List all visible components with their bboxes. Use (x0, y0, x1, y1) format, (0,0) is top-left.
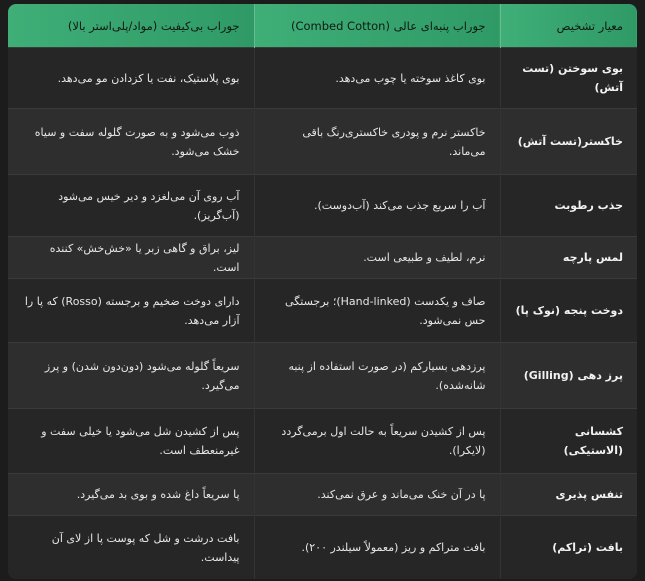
table-row (8, 48, 637, 109)
low-quality-cell: پس از کشیدن شل می‌شود یا خیلی سفت و غیرمنعطف است. (8, 409, 254, 474)
table-row (8, 237, 637, 279)
criterion-cell: پرز دهی (Gilling) (500, 343, 637, 409)
criterion-cell: کشسانی (الاستیکی) (500, 409, 637, 474)
header-quality-cotton: جوراب پنبه‌ای عالی (Combed Cotton) (254, 4, 500, 48)
low-quality-cell: دارای دوخت ضخیم و برجسته (Rosso) که پا را آزار می‌دهد. (8, 279, 254, 343)
quality-cell: نرم، لطیف و طبیعی است. (254, 237, 500, 279)
quality-cell: پس از کشیدن سریعاً به حالت اول برمی‌گردد (لایکرا). (254, 409, 500, 474)
criterion-cell: جذب رطوبت (500, 175, 637, 237)
quality-cell: پا در آن خنک می‌ماند و عرق نمی‌کند. (254, 474, 500, 516)
comparison-table (8, 4, 637, 579)
low-quality-cell: بوی پلاستیک، نفت یا کزدادن مو می‌دهد. (8, 48, 254, 109)
low-quality-cell: پا سریعاً داغ شده و بوی بد می‌گیرد. (8, 474, 254, 516)
low-quality-cell: ذوب می‌شود و به صورت گلوله سفت و سیاه خشک می‌شود. (8, 109, 254, 175)
criterion-cell: دوخت پنجه (نوک پا) (500, 279, 637, 343)
criterion-cell: بافت (تراکم) (500, 516, 637, 580)
table-row (8, 474, 637, 516)
quality-cell: آب را سریع جذب می‌کند (آب‌دوست). (254, 175, 500, 237)
table-row (8, 409, 637, 474)
header-row (8, 4, 637, 48)
table-row (8, 109, 637, 175)
table-row (8, 279, 637, 343)
low-quality-cell: آب روی آن می‌لغزد و دیر خیس می‌شود (آب‌گریز). (8, 175, 254, 237)
table-row (8, 516, 637, 580)
header-criterion: معیار تشخیص (500, 4, 637, 48)
comparison-table-container (8, 4, 637, 579)
criterion-cell: خاکستر(تست آتش) (500, 109, 637, 175)
table-row (8, 175, 637, 237)
quality-cell: بوی کاغذ سوخته یا چوب می‌دهد. (254, 48, 500, 109)
table-header (8, 4, 637, 48)
low-quality-cell: سریعاً گلوله می‌شود (دون‌دون شدن) و پرز می‌گیرد. (8, 343, 254, 409)
quality-cell: پرزدهی بسیارکم (در صورت استفاده از پنبه شانه‌شده). (254, 343, 500, 409)
table-body (8, 48, 637, 580)
quality-cell: خاکستر نرم و پودری خاکستری‌رنگ باقی می‌ماند. (254, 109, 500, 175)
low-quality-cell: بافت درشت و شل که پوست پا از لای آن پیداست. (8, 516, 254, 580)
criterion-cell: تنفس پذیری (500, 474, 637, 516)
criterion-cell: لمس پارچه (500, 237, 637, 279)
quality-cell: صاف و یکدست (Hand-linked)؛ برجستگی حس نمی‌شود. (254, 279, 500, 343)
header-low-quality: جوراب بی‌کیفیت (مواد/پلی‌استر بالا) (8, 4, 254, 48)
table-row (8, 343, 637, 409)
criterion-cell: بوی سوختن (تست آتش) (500, 48, 637, 109)
quality-cell: بافت متراکم و ریز (معمولاً سیلندر ۲۰۰). (254, 516, 500, 580)
low-quality-cell: لیز، براق و گاهی زبر یا «خش‌خش» کننده است. (8, 237, 254, 279)
